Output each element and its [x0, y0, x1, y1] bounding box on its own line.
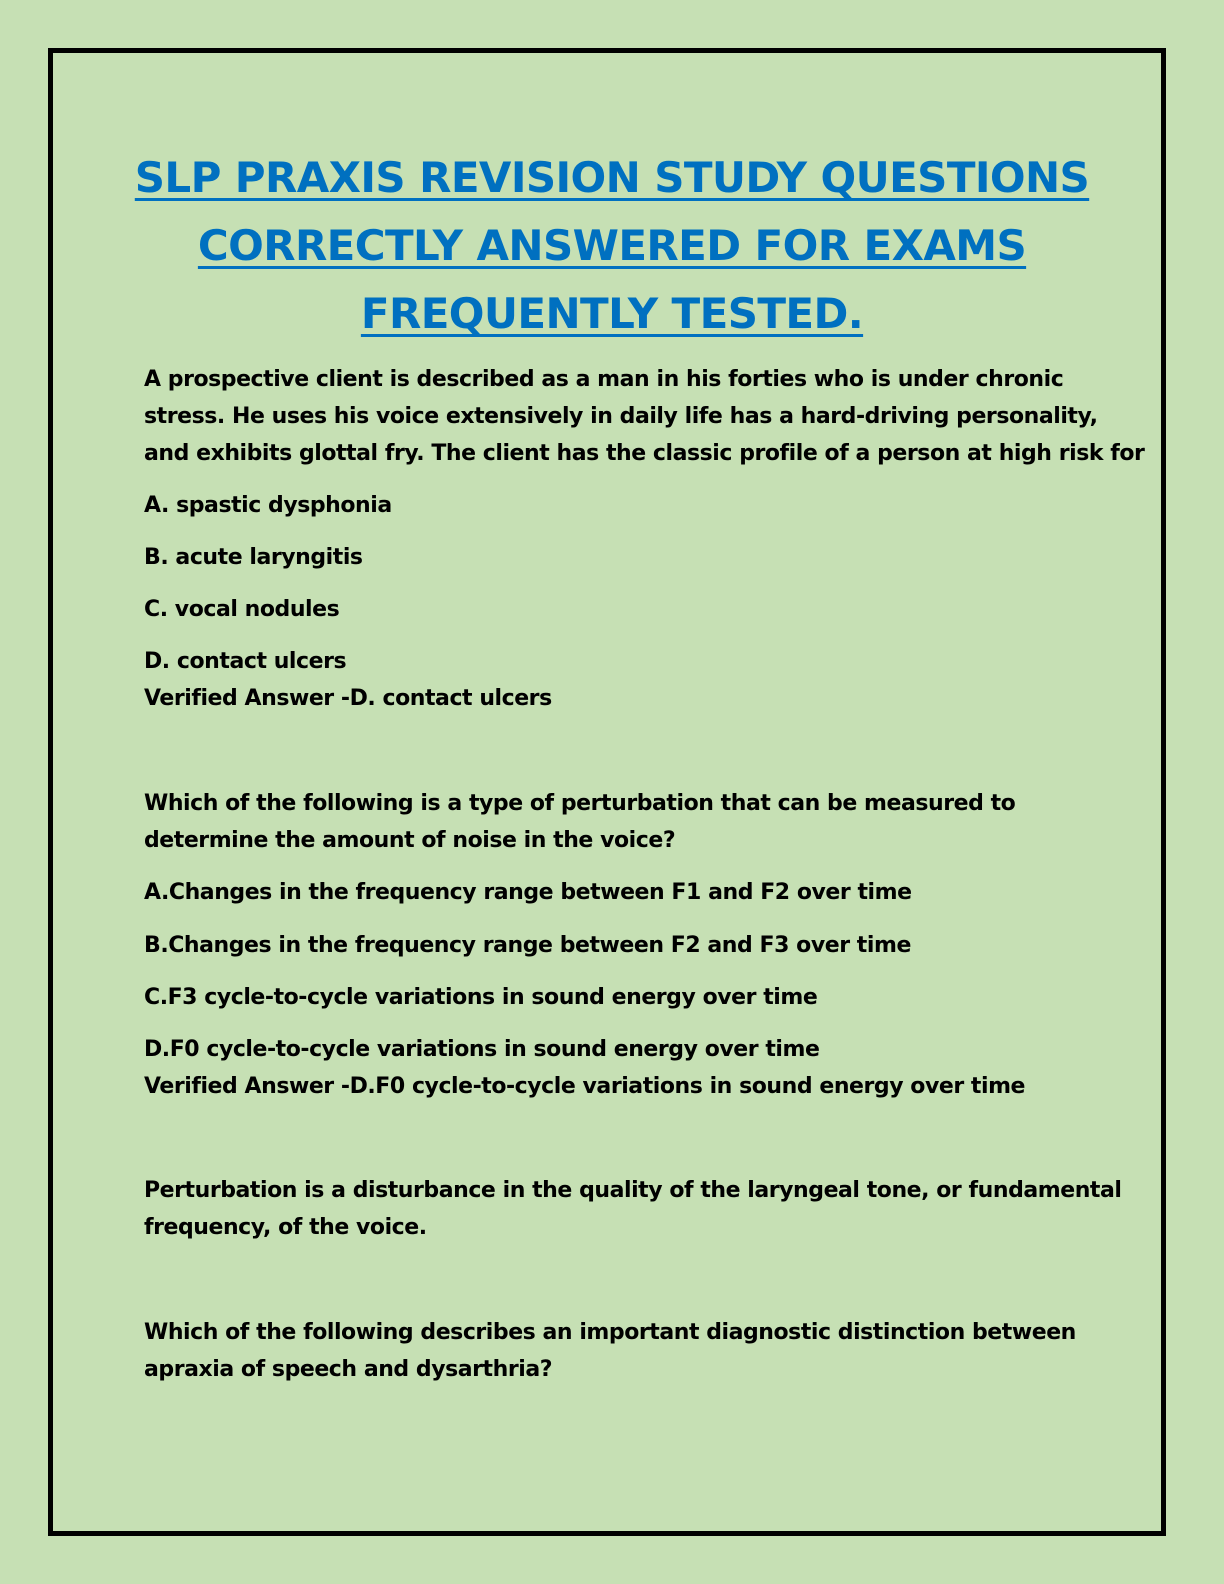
question-1-option-d: D. contact ulcers: [144, 649, 347, 674]
title-line: FREQUENTLY TESTED.: [360, 289, 864, 338]
question-2-text-line: Which of the following is a type of perturbation that can be measured to: [144, 791, 1016, 816]
question-1-option-a: A. spastic dysphonia: [144, 493, 392, 518]
question-1-answer: Verified Answer -D. contact ulcers: [144, 686, 552, 711]
question-1-text-line: stress. He uses his voice extensively in daily life has a hard-driving personality,: [144, 404, 1098, 429]
title-line: SLP PRAXIS REVISION STUDY QUESTIONS: [134, 153, 1090, 202]
question-1-text-line: and exhibits glottal fry. The client has the classic profile of a person at high risk for: [144, 441, 1145, 466]
title-line: CORRECTLY ANSWERED FOR EXAMS: [197, 221, 1027, 270]
question-1-option-b: B. acute laryngitis: [144, 545, 363, 570]
question-3-text-line: Which of the following describes an important diagnostic distinction between: [144, 1320, 1076, 1345]
question-1-option-c: C. vocal nodules: [144, 597, 340, 622]
question-3-text-line: apraxia of speech and dysarthria?: [144, 1357, 553, 1382]
question-1-text-line: A prospective client is described as a man in his forties who is under chronic: [144, 367, 1064, 392]
question-2-option-a: A.Changes in the frequency range between F1 and F2 over time: [144, 880, 912, 905]
question-2-answer: Verified Answer -D.F0 cycle-to-cycle variations in sound energy over time: [144, 1074, 1026, 1099]
explanation-text-line: frequency, of the voice.: [144, 1215, 427, 1240]
question-2-option-d: D.F0 cycle-to-cycle variations in sound energy over time: [144, 1037, 820, 1062]
question-2-option-c: C.F3 cycle-to-cycle variations in sound energy over time: [144, 985, 818, 1010]
question-2-option-b: B.Changes in the frequency range between F2 and F3 over time: [144, 933, 911, 958]
document-title: [60, 144, 1164, 348]
explanation-text-line: Perturbation is a disturbance in the quality of the laryngeal tone, or fundamental: [144, 1178, 1122, 1203]
question-2-text-line: determine the amount of noise in the voice?: [144, 828, 676, 853]
